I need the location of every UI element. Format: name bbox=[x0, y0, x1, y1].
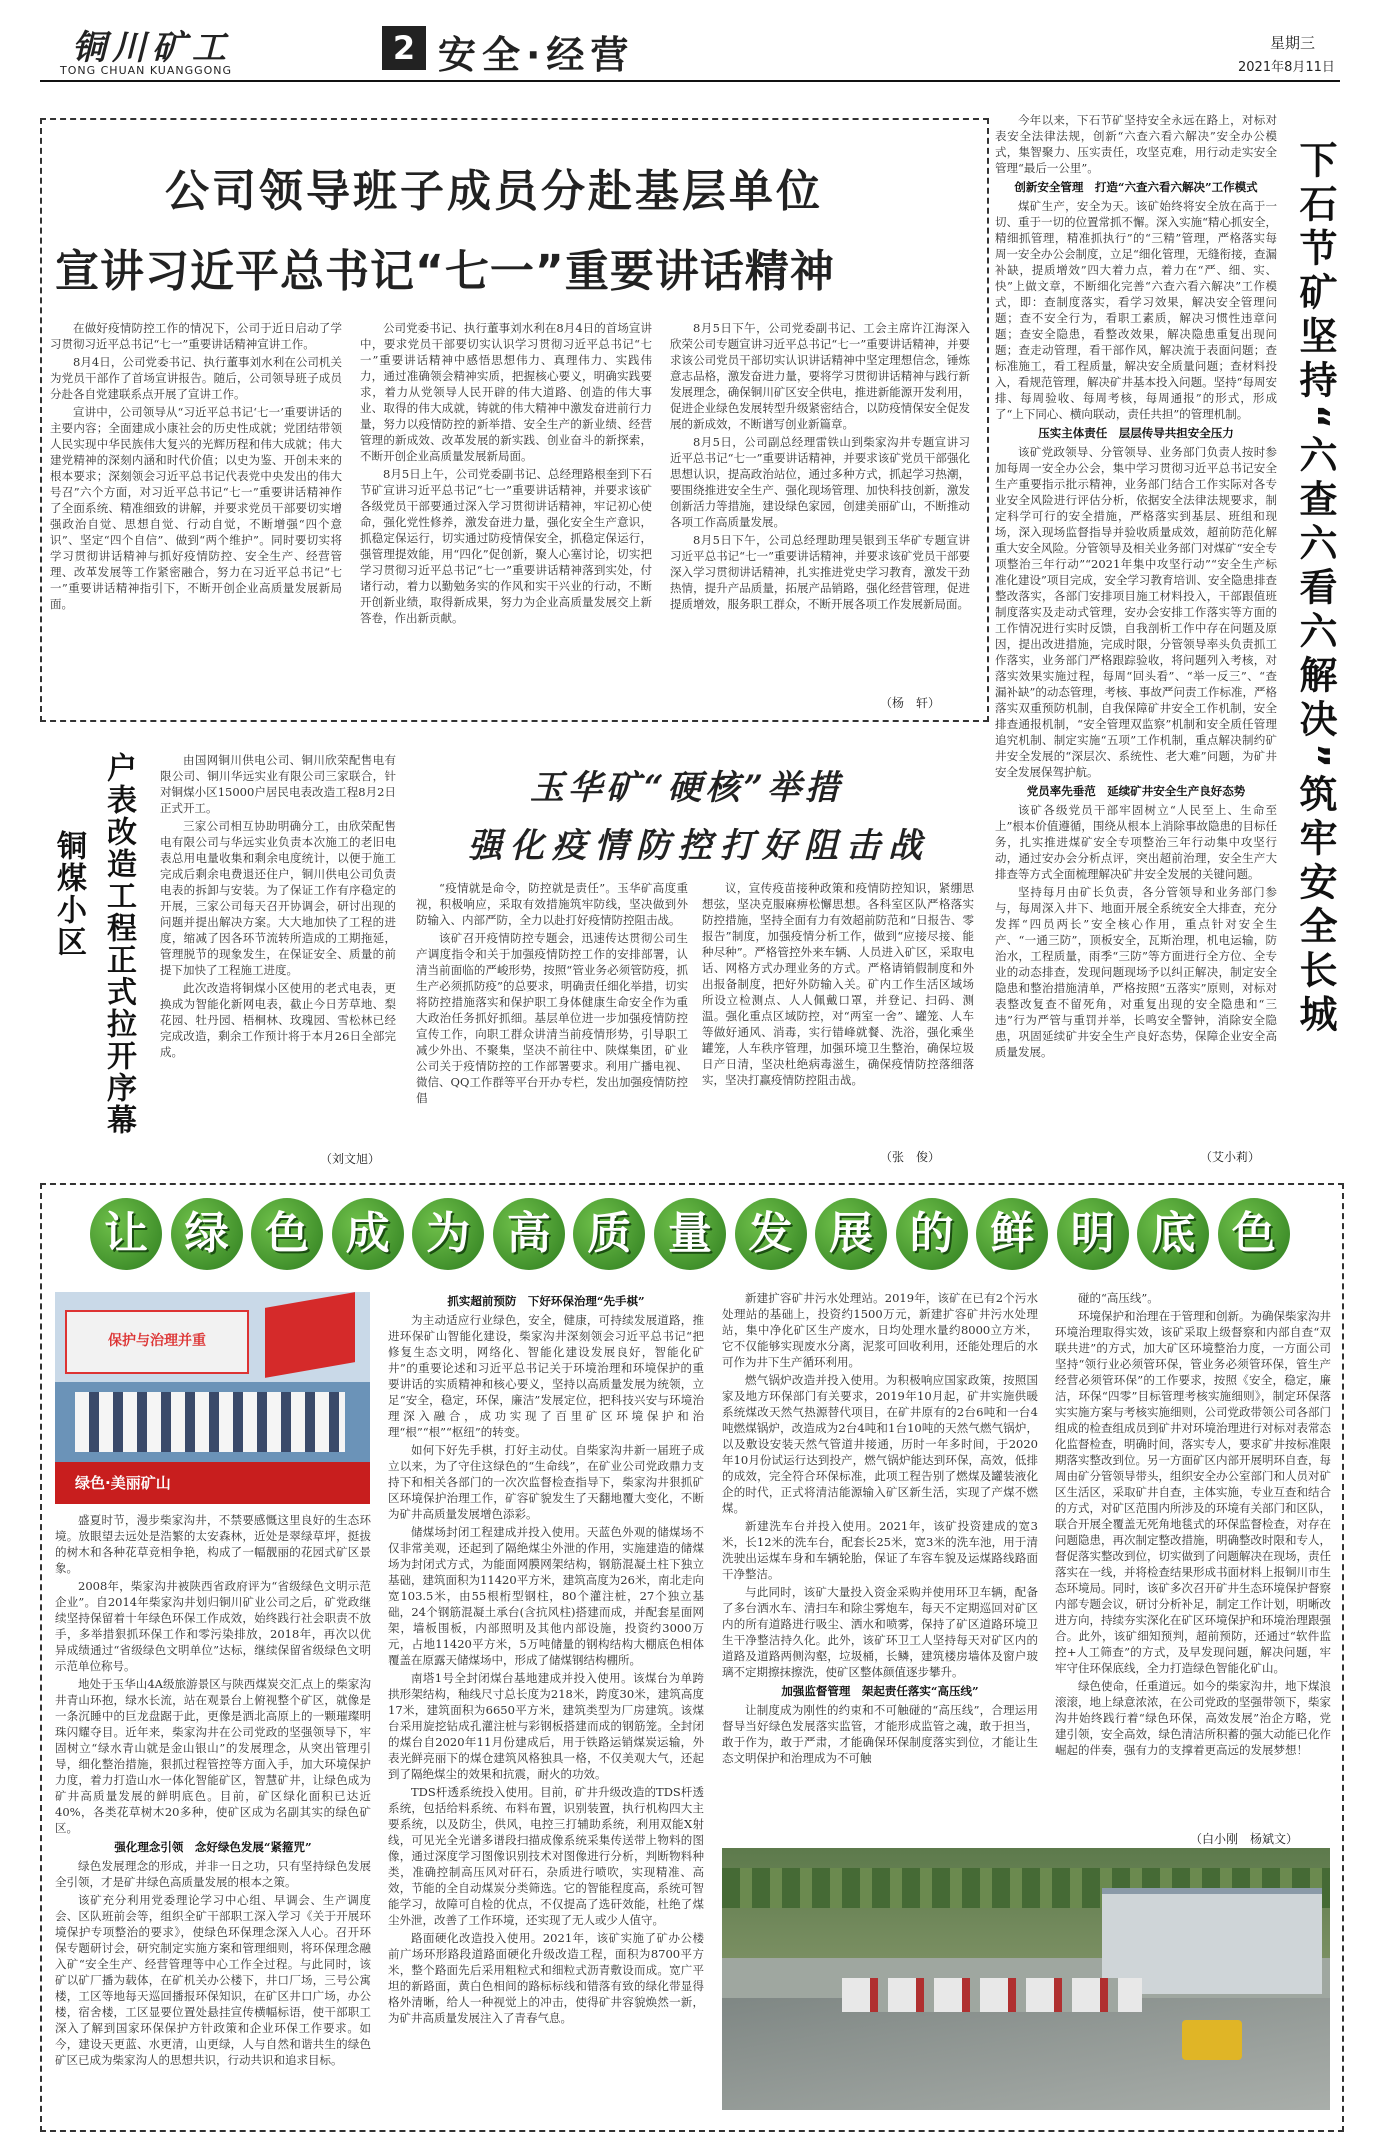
lead-headline-2: 宣讲习近平总书记“七一”重要讲话精神 bbox=[55, 246, 835, 297]
left-story-title-a: 铜煤小区 bbox=[51, 830, 86, 958]
paragraph: 为主动适应行业绿色，安全，健康，可持续发展道路，推进环保矿山智能化建设，柴家沟井深刻领会习近平总书记“把修复生态文明，网络化、智能化建设发展良好，智能化矿井”的重要论述和习近平总书记关于环境治理和环境保护的重要讲话的实质精神和核心要义，坚持以高质量发展为统领，立足“安全，稳定，环保，廉洁”发展定位，把科技兴安与环境治理深入融合，成功实现了百里矿区环境保护和治理“根”“根”“枢纽”的转变。 bbox=[388, 1313, 704, 1439]
green-column-4 bbox=[1055, 1290, 1331, 1825]
banner-character: 色 bbox=[251, 1198, 323, 1270]
paragraph: 该矿各级党员干部牢固树立“人民至上、生命至上”根本价值遵循，围绕从根本上消除事故隐患的目标任务，扎实推进煤矿安全专项整治三年行动集中攻坚行动，通过安办会分析点评，突出超前治理，安全生产大排查等方式全面梳理解决矿井安全发展的关键问题。 bbox=[995, 803, 1277, 881]
photo-banner-text: 保护与治理并重 bbox=[108, 1333, 206, 1349]
yuhua-column-2 bbox=[702, 880, 974, 1144]
paragraph: 燃气锅炉改造并投入使用。为积极响应国家政策，按照国家及地方环保部门有关要求，2019年10月起，矿井实施供暖系统煤改天然气热源替代项目，在矿井原有的2台6吨和一台4吨燃煤锅炉，改造成为2台4吨和1台10吨的天然气燃气锅炉，以及敷设安装天然气管道井接通，历时一年多时间，于2020年10月份试运行达到投产，燃气锅炉能达到环保，高效，低排的成效，完全符合环保标准，此项工程告别了燃煤及罐装液化企的时代，正式将清洁能源输入矿区新生活，实现了产煤不燃煤。 bbox=[722, 1373, 1038, 1515]
right-story-title: 下石节矿坚持“六查六看六解决”筑牢安全长城 bbox=[1293, 140, 1337, 1038]
right-story-byline: （艾小莉） bbox=[1200, 1150, 1261, 1164]
weekday: 星期三 bbox=[1270, 34, 1316, 52]
paragraph: 该矿党政领导、分管领导、业务部门负责人按时参加每周一安全办公会，集中学习贯彻习近平总书记安全生产重要指示批示精神，业务部门结合工作实际对各专业安全风险进行评估分析，依据安全法律法规要求，制定科学可行的安全措施，严格落实到基层、班组和现场，深入现场监督指导并验收质量成效，超前防范化解重大安全风险。分管领导及相关业务部门对煤矿“安全专项整治三年行动”“2021年集中攻坚行动”“安全生产标准化建设”项目完成，安全学习教育培训、安全隐患排查整改落实，各部门安排项目施工材料投入，干部跟值班制度落实及走动式管理，安办会安排工作落实等方面的工作情况进行实时反馈，自我剖析工作中存在问题及原因，提出改进措施，完成时限，分管领导率头负责抓工作落实，业务部门严格跟踪验收，将问题列入考核，对落实效果实施过程，每周“回头看”、“举一反三”、“查漏补缺”的动态管理，考核、事故严问责工作标准，严格落实双重预防机制，自我保障矿井安全工作机制，安全排查通报机制，“安全管理双监察”机制和安全质任管理追究机制、制定实施“五项”工作机制，重点解决制约矿井安全发展的“深层次、系统性、老大难”问题，为矿井安全发展保驾护航。 bbox=[995, 445, 1277, 779]
paragraph: 煤矿生产，安全为天。该矿始终将安全放在高于一切、重于一切的位置常抓不懈。深入实施“精心抓安全，精细抓管理，精准抓执行”的“三精”管理，严格落实每周一安全办公会制度，立足“细化管理，无缝衔接，查漏补缺，提质增效”四大着力点，着力在“严、细、实、快”上做文章，不断细化完善“六查六看六解决”工作模式，即：查制度落实，看学习效果，解决安全管理问题；查不安全行为，看职工素质，解决习惯性违章问题；查安全隐患，看整改效果，解决隐患重复出现问题；查走动管理，看干部作风，解决流于表面问题；查标准施工，看工程质量，解决安全质量问题；查材料投入，看规范管理，解决矿井基本投入问题。坚持“每周安排、每周验收、每周考核，每周通报”的形式，形成了“上下同心、横向联动，责任共担”的管理机制。 bbox=[995, 199, 1277, 421]
section-title: 安全·经营 bbox=[438, 33, 635, 77]
paragraph: 宣讲中，公司领导从“习近平总书记‘七一’重要讲话的主要内容；全面建成小康社会的历史性成就；党团结带领人民实现中华民族伟大复兴的光辉历程和伟大成就；伟大建党精神的深刻内涵和时代价值；以史为鉴、开创未来的根本要求；深刻领会习近平总书记代表党中央发出的伟大号召”六个方面，对习近平总书记“七一”重要讲话精神作了全面系统、精准细致的讲解，并要求党员干部要切实增强政治自觉、思想自觉、行动自觉，不断增强“四个意识”、坚定“四个自信”、做到“两个维护”。同时要切实将学习贯彻讲话精神与抓好疫情防控、安全生产、经营管理、改革发展等工作紧密融合，努力在习近平总书记“七一”重要讲话精神指引下，不断开创企业高质量发展新局面。 bbox=[50, 405, 342, 611]
paragraph: 8月4日，公司党委书记、执行董事刘水利在公司机关为党员干部作了首场宣讲报告。随后，公司领导班子成员分赴各自党建联系点开展了宣讲工作。 bbox=[50, 355, 342, 401]
yuhua-headline-2: 强化疫情防控打好阻击战 bbox=[468, 826, 930, 866]
banner-character: 的 bbox=[896, 1198, 968, 1270]
paragraph: 绿色发展理念的形成，并非一日之功，只有坚持绿色发展全引领，才是矿井绿色高质量发展的根本之策。 bbox=[55, 1859, 371, 1889]
paragraph: 环境保护和治理在于管理和创新。为确保柴家沟井环境治理取得实效，该矿采取上级督察和内部自查“双联共进”的方式，加大矿区环境整治力度，一方面公司坚持“领行业必须管环保，管业务必须管环保，管生产经营必须管环保”的工作要求，按照《安全，稳定，廉洁，环保“四零”目标管理考核实施细则》，制定环保落实实施方案与考核实施细则，公司党政带领公司各部门组成的检查组成员到矿井对环境治理进行对标对表常态化监督检查，明确时间，落实专人，要求矿井按标准限期落实整改到位。另一方面矿区内部开展明环自查，每周由矿分管领导带头，组织安全办公室部门和人员对矿区生活区，采取矿井自查，主体实施，专业互查和结合的方式，对矿区范围内所涉及的环境有关部门和区队，联合开展全覆盖无死角地毯式的环保监督检查，对存在问题隐患，再次制定整改措施，明确整改时限和专人，督促落实整改到位，切实做到了问题解决在现场，责任落实在一线，并将检查结果形成书面材料上报铜川市生态环境局。同时，该矿多次召开矿井生态环境保护督察内部专题会议，研讨分析补足，制定工作计划，明晰改进方向，持续夯实深化在矿区环境保护和环境治理跟强合。此外，该矿细知预判，超前预防，还通过“软件监控+人工筛查”的方式，及早发现问题，解决问题，牢牢守住环保底线，全力打造绿色智能化矿山。 bbox=[1055, 1309, 1331, 1675]
paragraph: 新建洗车台并投入使用。2021年，该矿投资建成的宽3米，长12米的洗车台，配套长25米，宽3米的洗车池，用于清洗驶出运煤车身和车辆轮胎，保证了车容车貌及运煤路线路面干净整洁。 bbox=[722, 1519, 1038, 1581]
banner-character: 绿 bbox=[171, 1198, 243, 1270]
paragraph: 该矿召开疫情防控专题会，迅速传达贯彻公司生产调度指令和关于加强疫情防控工作的安排部署，认清当前面临的严峻形势，按照“管业务必须管防疫，抓生产必须抓防疫”的总要求，明确责任细化举措，切实将防控措施落实和保护职工身体健康生命安全作为重大政治任务抓好抓细。基层单位进一步加强疫情防控宣传工作，向职工群众讲清当前疫情形势，引导职工减少外出、不聚集，坚决不前往中、陕煤集团，矿业公司关于疫情防控的工作部署要求。利用广播电视、微信、QQ工作群等平台开办专栏，发出加强疫情防控倡 bbox=[416, 931, 688, 1105]
page-number: 2 bbox=[382, 26, 426, 70]
paragraph: 在做好疫情防控工作的情况下，公司于近日启动了学习贯彻习近平总书记“七一”重要讲话精神宣讲工作。 bbox=[50, 321, 342, 351]
subheading: 创新安全管理 打造“六查六看六解决”工作模式 bbox=[1014, 180, 1258, 194]
lead-byline: （杨 轩） bbox=[880, 696, 941, 710]
yuhua-byline: （张 俊） bbox=[880, 1150, 941, 1164]
banner-character: 量 bbox=[654, 1198, 726, 1270]
paragraph: 此次改造将铜煤小区使用的老式电表，更换成为智能化新网电表，截止今日芳草地、梨花园、牡丹园、梧桐林、玫瑰园、雪松林已经完成改造，剩余工作预计将于本月26日全部完成。 bbox=[160, 981, 396, 1059]
banner-character: 为 bbox=[412, 1198, 484, 1270]
green-byline: （白小刚 杨斌文） bbox=[1190, 1832, 1299, 1846]
construction-site-photo bbox=[722, 1848, 1330, 2110]
green-column-3 bbox=[722, 1290, 1038, 1810]
paragraph: 8月5日，公司副总经理雷铁山到柴家沟井专题宣讲习近平总书记“七一”重要讲话精神，并要求该矿党员干部强化思想认识，提高政治站位，通过多种方式，抓起学习热潮，要围绕推进安全生产、强化现场管理、加快科技创新，激发创新活力等措施，建设绿色家园，创建美丽矿山，不断推动各项工作高质量发展。 bbox=[670, 435, 970, 529]
subheading: 抓实超前预防 下好环保治理“先手棋” bbox=[447, 1294, 645, 1308]
masthead-pinyin: TONG CHUAN KUANGGONG bbox=[60, 64, 233, 77]
issue-date: 2021年8月11日 bbox=[1238, 60, 1335, 75]
paragraph: 碰的“高压线”。 bbox=[1078, 1291, 1159, 1305]
banner-character: 展 bbox=[815, 1198, 887, 1270]
paragraph: 盛夏时节，漫步柴家沟井，不禁要感慨这里良好的生态环境。放眼望去远处是浩繁的太安森林，近处是翠绿草坪，挺拔的树木和各种花草竞相争艳，构成了一幅靓丽的花园式矿区景象。 bbox=[55, 1513, 371, 1575]
paragraph: 8月5日下午，公司总经理助理吴银到玉华矿专题宣讲习近平总书记“七一”重要讲话精神，并要求该矿党员干部要深入学习贯彻讲话精神，扎实推进党史学习教育，激发干劲热情，提升产品质量，拓展产品销路，强化经营管理，促进提质增效，服务职工群众，不断开展各项工作发展新局面。 bbox=[670, 533, 970, 611]
paragraph: 如何下好先手棋，打好主动仗。自柴家沟井新一届班子成立以来，为了守住这绿色的“生命线”，在矿业公司党政鼎力支持下和相关各部门的一次次监督检查指导下，柴家沟井狠抓矿区环境保护治理工作，矿容矿貌发生了天翻地覆大变化，不断为矿井高质量发展增色添彩。 bbox=[388, 1443, 704, 1521]
banner-character: 让 bbox=[90, 1198, 162, 1270]
lead-headline-1: 公司领导班子成员分赴基层单位 bbox=[165, 166, 823, 217]
paragraph: 坚持每月由矿长负责，各分管领导和业务部门参与，每周深入井下、地面开展全系统安全大排查，充分发挥“四员两长”安全核心作用，重点针对安全生产、“一通三防”，顶板安全，瓦斯治理，机电运输，防治水，工程质量，雨季“三防”等方面进行全方位、全专业的动态排查，发现问题现场予以纠正解决，制定安全隐患和整治措施清单，严格按照“五落实”原则，对标对表整改复查不留死角，对重复出现的安全隐患和“三违”行为严管与重罚并举，长鸣安全警钟，消除安全隐患，巩固延续矿井安全生产良好态势，保障企业安全高质量发展。 bbox=[995, 885, 1277, 1059]
paragraph: 由国网铜川供电公司、铜川欣荣配售电有限公司、铜川华远实业有限公司三家联合，针对铜煤小区15000户居民电表改造工程8月2日正式开工。 bbox=[160, 753, 396, 815]
paragraph: 南塔1号全封闭煤台基地建成并投入使用。该煤台为单跨拱形架结构，釉线尺寸总长度为218米，跨度30米，建筑高度17米，建筑面积为6650平方米，建筑类型为厂房建筑。该煤台采用旋挖钻成孔灌注桩与彩钢板搭建而成的钢筋笼。全封闭的煤台自2020年11月份建成后，用于铁路运销煤炭运输，外表光鲜亮丽下的煤仓建筑风格独具一格，不仅美观大气，还起到了隔绝煤尘的效果和抗震，耐火的功效。 bbox=[388, 1671, 704, 1781]
banner-character: 底 bbox=[1137, 1198, 1209, 1270]
yuhua-headline-1: 玉华矿“硬核”举措 bbox=[530, 768, 844, 808]
paragraph: “疫情就是命令，防控就是责任”。玉华矿高度重视，积极响应，采取有效措施筑牢防线，坚决做到外防输入、内部严防，全力以赴打好疫情防控阻击战。 bbox=[416, 881, 688, 927]
banner-character: 发 bbox=[735, 1198, 807, 1270]
left-story-body bbox=[160, 752, 396, 1144]
banner-character: 成 bbox=[332, 1198, 404, 1270]
paragraph: 新建扩容矿井污水处理站。2019年，该矿在已有2个污水处理站的基础上，投资约1500万元，新建扩容矿井污水处理站，集中净化矿区生产废水，日均处理水量约8000立方米，它不仅能够实现废水分离，泥浆可回收利用，还能处理后的水可作为井下生产循环利用。 bbox=[722, 1291, 1038, 1369]
green-column-1 bbox=[55, 1512, 371, 2112]
right-story-body bbox=[995, 112, 1277, 1148]
paragraph: 8月5日下午，公司党委副书记、工会主席许江海深入欣荣公司专题宣讲习近平总书记“七一”重要讲话精神，并要求该公司党员干部切实认识讲话精神中坚定理想信念，锤炼意志品格，激发奋进力量，要将学习贯彻讲话精神与践行新发展理念，确保铜川矿区安全供电，推进新能源开发利用，促进企业绿色发展转型升级紧密结合，以防疫情保安全促发展的新成效，不断谱写创业新篇章。 bbox=[670, 321, 970, 431]
subheading: 加强监督管理 架起责任落实“高压线” bbox=[781, 1684, 979, 1698]
lead-column-3 bbox=[670, 320, 970, 694]
paragraph: 2008年，柴家沟井被陕西省政府评为“省级绿色文明示范企业”。自2014年柴家沟井划归铜川矿业公司之后，矿党政继续坚持保留着十年绿色环保工作成效，始终践行社会职责不放手，多举措狠抓环保工作和零污染排放，2018年，再次以优异成绩通过“省级绿色文明单位”达标，继续保留省级绿色文明示范单位称号。 bbox=[55, 1579, 371, 1673]
paragraph: 与此同时，该矿大量投入资金采购并使用环卫车辆，配备了多台洒水车、清扫车和除尘雾炮车，每天不定期巡回对矿区内的所有道路进行吸尘、洒水和喷雾，保持了矿区道路环境卫生干净整洁持久化。此外，该矿环卫工人坚持每天对矿区内的道路及道路两侧沟壑，垃圾桶，长鳞，建筑楼房墙体及窗户玻璃不定期擦抹擦洗，使矿区整体颜值逐步攀升。 bbox=[722, 1585, 1038, 1679]
banner-character: 鲜 bbox=[976, 1198, 1048, 1270]
paragraph: 路面硬化改造投入使用。2021年，该矿实施了矿办公楼前广场环形路段道路面硬化升级改造工程，面积为8700平方米，整个路面先后采用粗粒式和细粒式沥青敷设而成。宽广平坦的新路面，黄白色相间的路标标线和错落有致的绿化带显得格外清晰，给人一种视觉上的冲击，使得矿井容貌焕然一新，为矿井高质量发展注入了青春气息。 bbox=[388, 1931, 704, 2025]
subheading: 强化理念引领 念好绿色发展“紧箍咒” bbox=[114, 1840, 312, 1854]
left-story-byline: （刘文旭） bbox=[320, 1152, 381, 1166]
paragraph: 今年以来，下石节矿坚持安全永远在路上，对标对表安全法律法规，创新“六查六看六解决”安全办公模式，集智聚力、压实责任，攻坚克难，用行动走实安全管理“最后一公里”。 bbox=[995, 113, 1277, 175]
subheading: 压实主体责任 层层传导共担安全压力 bbox=[1038, 426, 1234, 440]
paragraph: 公司党委书记、执行董事刘水利在8月4日的首场宣讲中，要求党员干部要切实认识学习贯彻习近平总书记“七一”重要讲话精神中感悟思想伟力、真理伟力、实践伟力，通过准确领会精神实质，把握核心要义，明确实践要求，着力从党领导人民开辟的伟大道路、创造的伟大事业、取得的伟大成就，铸就的伟大精神中激发奋进前行力量，努力以疫情防控的新举措、安全生产的新业绩、经营管理的新成效、改革发展的新实践、创业奋斗的新探索，不断开创企业高质量发展新局面。 bbox=[360, 321, 652, 463]
photo2-roller bbox=[1182, 2020, 1242, 2060]
subheading: 党员率先垂范 延续矿井安全生产良好态势 bbox=[1026, 784, 1246, 798]
lead-column-2 bbox=[360, 320, 652, 710]
paragraph: 绿色使命，任重道远。如今的柴家沟井，地下煤浪滚滚，地上绿意浓浓，在公司党政的坚强带领下，柴家沟井始终践行着“绿色环保，高效发展”治企方略，党建引领，安全高效，绿色清洁所积蓄的强大动能已化作崛起的伴奏，强有力的支撑着更高远的发展梦想！ bbox=[1055, 1679, 1331, 1757]
left-story-title-b: 户表改造工程正式拉开序幕 bbox=[101, 752, 136, 1136]
banner-character: 色 bbox=[1218, 1198, 1290, 1270]
masthead-name: 铜川矿工 bbox=[72, 28, 232, 68]
paragraph: 该矿充分利用党委理论学习中心组、早调会、生产调度会、区队班前会等，组织全矿干部职工深入学习《关于开展环境保护专项整治的要求》，使绿色环保理念深入人心。召开环保专题研讨会，研究制定实施方案和管理细则，将环保理念融入矿“安全生产、经营管理等中心工作全过程。与此同时，该矿以矿厂播为载体，在矿机关办公楼下，井口厂场，三号公寓楼，工区等地每天巡回播报环保知识，在矿区井口广场，办公楼，宿舍楼，工区显要位置处悬挂宣传横幅标语，使干部职工深入了解到国家环保保护方针政策和企业环保工作要求。如今，建设天更蓝、水更清，山更绿，人与自然和谐共生的绿色矿区已成为柴家沟人的思想共识，行动共识和追求目标。 bbox=[55, 1893, 371, 2067]
paragraph: 让制度成为刚性的约束和不可触碰的“高压线”，合理运用督导当好绿色发展落实监管，才能形成监管之魂，敢于担当，敢于作为，敢于严肃，才能确保环保制度落实到位，才能让生态文明保护和治理成为不可触 bbox=[722, 1703, 1038, 1765]
photo-banner bbox=[65, 1310, 249, 1374]
green-column-2 bbox=[388, 1290, 704, 2112]
masthead-rule bbox=[40, 80, 1340, 82]
banner-character: 质 bbox=[573, 1198, 645, 1270]
paragraph: 议，宣传疫苗接种政策和疫情防控知识，紧绷思想弦，坚决克服麻痹松懈思想。各科室区队严格落实防控措施，坚持全面有力有效超前防范和“日报告、零报告”制度，加强疫情分析工作，做到“应接尽接、能种尽种”。严格管控外来车辆、人员进入矿区，采取电话、网格方式办理业务的方式。严格请销假制度和外出报备制度，把好外防输入关。矿内工作生活区域场所设立检测点、人人佩戴口罩，并登记、扫码、测温。强化重点区域防控，对“两室一舍”、罐笼、人车等做好通风、消毒，实行错峰就餐、洗浴，强化乘坐罐笼，人车秩序管理，加强环境卫生整治，确保垃圾日产日清，坚决杜绝病毒滋生，确保疫情防控落细落实，坚决打赢疫情防控阻击战。 bbox=[702, 881, 974, 1087]
photo-people bbox=[75, 1392, 345, 1452]
photo-red-carpet bbox=[55, 1462, 370, 1504]
green-banner bbox=[90, 1198, 1290, 1274]
banner-character: 明 bbox=[1057, 1198, 1129, 1270]
photo-carpet-text: 绿色·美丽矿山 bbox=[75, 1474, 171, 1492]
paragraph: TDS杆透系统投入使用。目前，矿井升级改造的TDS杆透系统，包括给料系统、布料布置，识别装置，执行机构四大主要系统，以及防尘，供风，电控三打辅助系统，利用双能X射线，可见光全光谱多谱段扫描成像系统采集传送带上物料的图像，通过深度学习图像识别技术对图像进行分析，判断物料种类，准确控制高压风对矸石，杂质进行喷吹，实现精准、高效，节能的全自动煤炭分类筛选。它的智能程度高，系统可智能学习，故障可自检的优点，不仅提高了选矸效能，杜绝了煤尘外泄，改善了工作环境，还实现了无人或少人值守。 bbox=[388, 1785, 704, 1927]
yuhua-column-1 bbox=[416, 880, 688, 1162]
lead-column-1 bbox=[50, 320, 342, 710]
banner-character: 高 bbox=[493, 1198, 565, 1270]
paragraph: 储煤场封闭工程建成并投入使用。天蓝色外观的储煤场不仅非常美观，还起到了隔绝煤尘外泄的作用，实施建造的储煤场为封闭式方式，为能面网膜网架结构，钢筋混凝土柱下独立基础，建筑面积为11420平方米，建筑高度为26米，南北走向宽103.5米，由55根桁型钢柱，80个灌注桩，27个独立基础，24个钢筋混凝土承台(含抗风柱)搭建而成，并配套星面网架，墙板围板，内部照明及其他内部设施，投资约3000万元，占地11420平方米，5万吨储量的钢构结构大棚底色相体覆盖在原露天储煤场中，形成了储煤钢结构棚所。 bbox=[388, 1525, 704, 1667]
photo2-trucks bbox=[842, 1978, 1142, 2012]
paragraph: 三家公司相互协助明确分工，由欣荣配售电有限公司与华远实业负责本次施工的老旧电表总用电量收集和剩余电度统计，以便于施工完成后剩余电费退还住户，铜川供电公司负责电表的拆卸与安装。为了保证工作有序稳定的开展，三家公司每天召开协调会，研讨出现的问题并提出解决方案。大大地加快了工程的进度，缩减了因各环节流转所造成的工期拖延，管理脱节的现象发生，在保证安全、质量的前提下加快了工程施工进度。 bbox=[160, 819, 396, 977]
ceremony-photo bbox=[55, 1292, 370, 1504]
paragraph: 地处于玉华山4A级旅游景区与陕西煤炭交汇点上的柴家沟井青山环抱，绿水长流，站在观景台上俯视整个矿区，就像是一条沉睡中的巨龙盘踞于此，更像是洒北高原上的一颗璀璨明珠闪耀夺目。近年来，柴家沟井在公司党政的坚强领导下，牢固树立“绿水青山就是金山银山”的发展理念，从突出管理引导，细化整治措施，狠抓过程管控等方面入手，加大环境保护力度，着力打造山水一体化智能矿区，智慧矿井，让绿色成为矿井高质量发展的鲜明底色。目前，矿区绿化面积已达近40%，各类花草树木20多种，使矿区成为名副其实的绿色矿区。 bbox=[55, 1677, 371, 1835]
paragraph: 8月5日上午，公司党委副书记、总经理路根奎到下石节矿宣讲习近平总书记“七一”重要讲话精神，并要求该矿各级党员干部要通过深入学习贯彻讲话精神，牢记初心使命，强化党性修养，激发奋进力量，强化安全生产意识，抓稳定保运行，切实通过防疫情保安全，抓稳定保运行，强管理提效能，用“四化”促创新，聚人心塞讨论，切实把学习贯彻习近平总书记“七一”重要讲话精神落到实处，付诸行动，着力以勤勉务实的作风和实干兴业的行动，不断开创新业绩，取得新成果，努力为企业高质量发展交上新答卷，作出新贡献。 bbox=[360, 467, 652, 625]
